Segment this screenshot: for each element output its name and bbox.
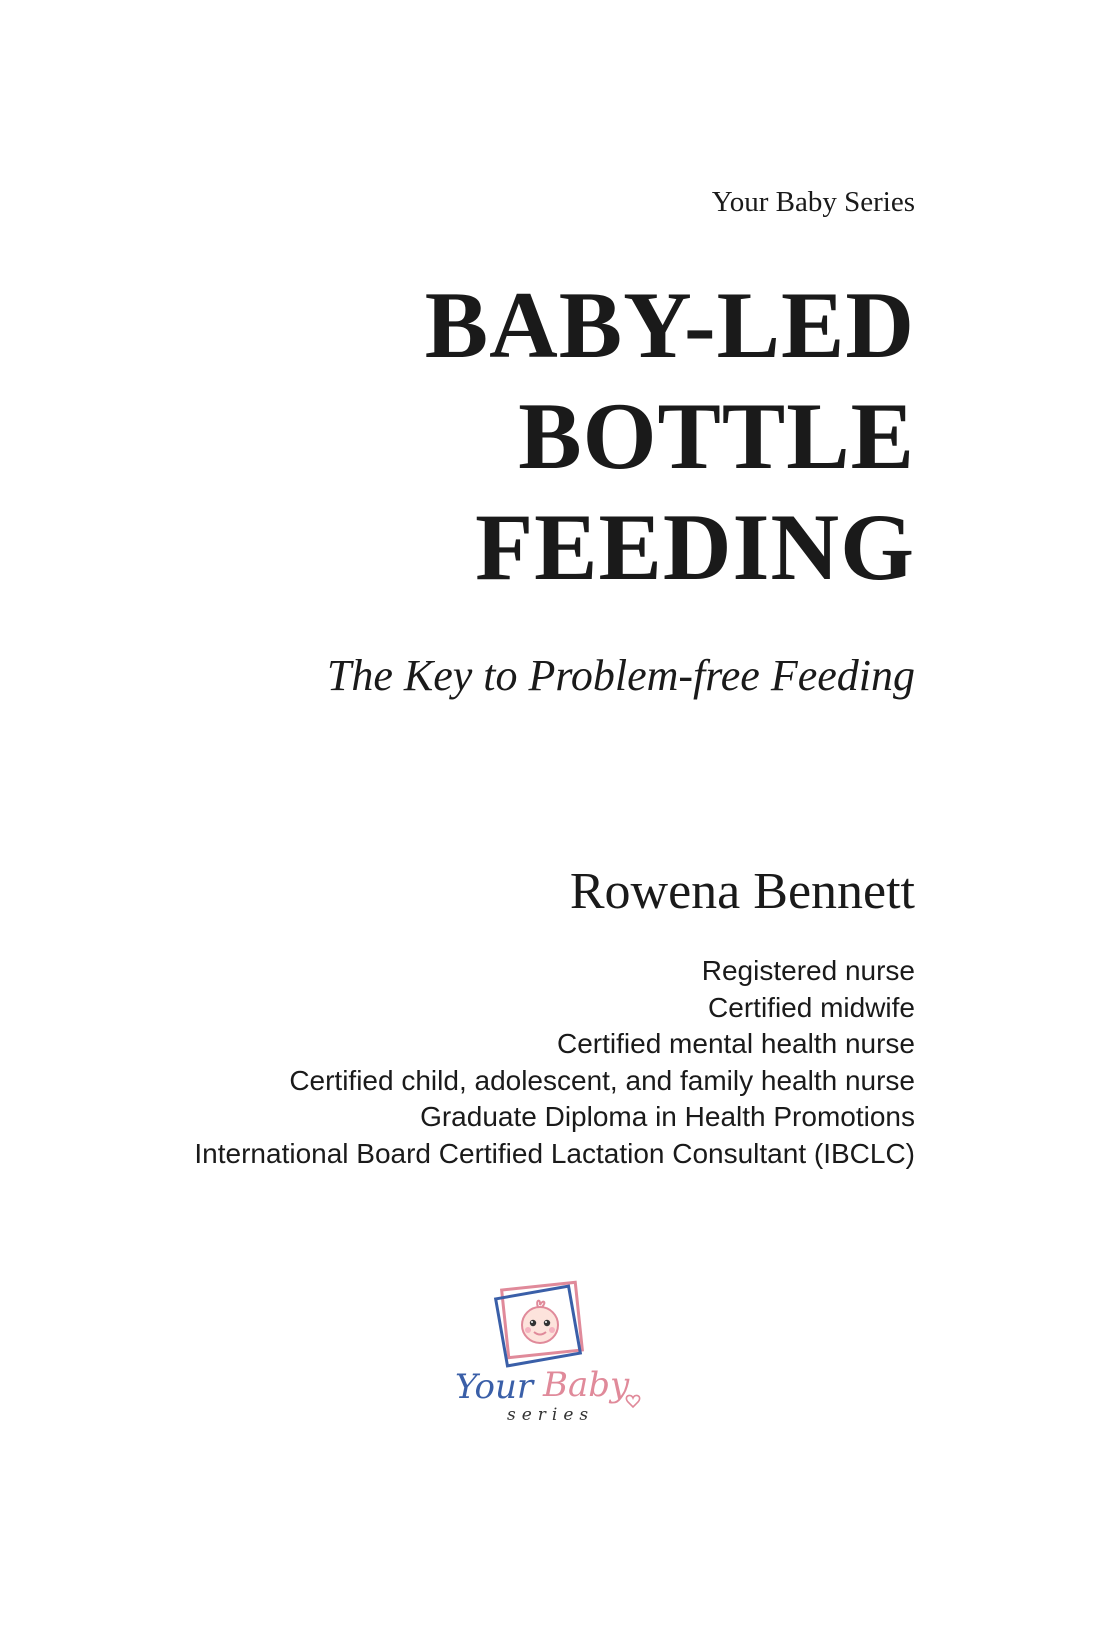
title-line-3: FEEDING	[475, 494, 915, 600]
title-line-2: BOTTLE	[518, 383, 915, 489]
logo-word-series: series	[507, 1405, 595, 1425]
logo-word-baby: Baby	[543, 1365, 630, 1405]
author-name: Rowena Bennett	[569, 863, 915, 920]
book-title	[425, 270, 915, 603]
baby-face-icon	[522, 1301, 558, 1343]
title-line-1: BABY-LED	[424, 272, 915, 378]
book-subtitle: The Key to Problem-free Feeding	[326, 651, 915, 700]
credential-item: Registered nurse	[701, 955, 915, 986]
author-credentials	[194, 953, 915, 1172]
logo-word-your: Your	[455, 1367, 534, 1407]
credential-item: International Board Certified Lactation Consultant (IBCLC)	[194, 1137, 915, 1169]
your-baby-series-logo	[443, 1278, 658, 1438]
credential-item: Certified child, adolescent, and family health nurse	[289, 1064, 915, 1096]
credential-item: Certified midwife	[708, 991, 915, 1023]
series-label: Your Baby Series	[711, 186, 915, 218]
credential-item: Graduate Diploma in Health Promotions	[420, 1101, 915, 1132]
credential-item: Certified mental health nurse	[557, 1028, 915, 1059]
